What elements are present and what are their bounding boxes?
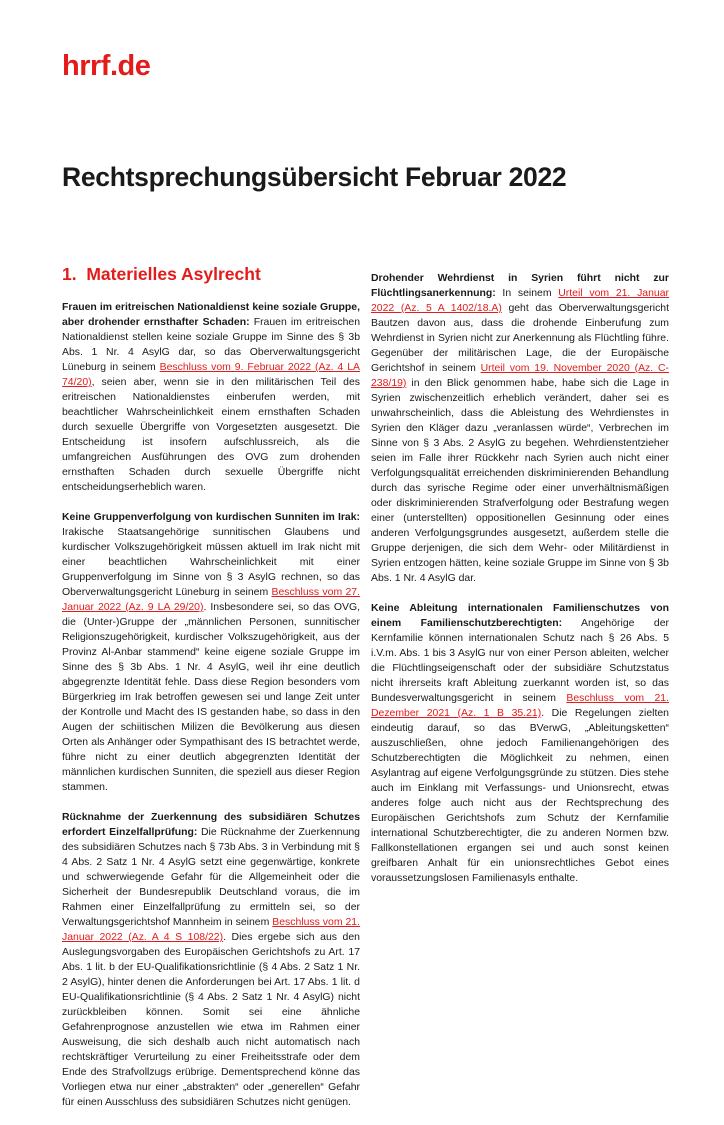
paragraph-text: , seien aber, wenn sie in den militärischen Teil des eritreischen Nationaldienstes einberufen werden, mit beachtlicher Wahrscheinlichkeit einem ernsthaften Schaden durch sexuelle Übergriffe von Vorgesetzten ausgesetzt. Die Entscheidung ist insofern aufschlussreich, als die umfangreichen Ausführungen des OVG zum drohenden ernsthaften Schaden durch sexuelle Übergriffe nicht entscheidungserheblich waren. — [62, 377, 360, 493]
page-title: Rechtsprechungsübersicht Februar 2022 — [62, 162, 567, 192]
paragraph-heading: Drohender Wehrdienst in Syrien führt nicht zur Flüchtlingsanerkennung: — [371, 273, 669, 299]
paragraph-heading: Rücknahme der Zuerkennung des subsidiären Schutzes erfordert Einzelfallprüfung: — [62, 812, 360, 838]
decision-link[interactable]: Beschluss vom 27. Januar 2022 (Az. 9 LA 29/20) — [62, 587, 360, 613]
left-column — [62, 262, 360, 1125]
paragraph-text: In seinem — [495, 288, 559, 299]
paragraph-heading: Keine Gruppenverfolgung von kurdischen Sunniten im Irak: — [62, 512, 360, 523]
paragraph-text: . Insbesondere sei, so das OVG, die (Unter-)Gruppe der „männlichen Personen, sunnitischer Religionszugehörigkeit, kurdischer Volkszugehörigkeit, aus der Provinz Al-Anbar stammend“ keine eigene soziale Gruppe im Sinne des § 3b Abs. 1 Nr. 4 AsylG, weil ihr eine deutlich abgegrenzte Identität fehle. Dass diese Region besonders vom Bürgerkrieg im Irak betroffen gewesen sei und lange Zeit unter der Kontrolle und Macht des IS gestanden habe, so dass in den Augen der schiitischen Milizen die Bevölkerung aus diesen Orten als Anhänger oder Sympathisant des IS betrachtet werde, führe nicht zu einer deutlich abgegrenzten Identität der männlichen kurdischen Sunniten, die speziell aus dieser Region stammen. — [62, 602, 360, 793]
paragraph-text: in den Blick genommen habe, habe sich die Lage in Syrien zwischenzeitlich erheblich verändert, daher sei es unwahrscheinlich, dass die Ableistung des Wehrdienstes in Syrien den Kläger dazu „veranlassen würde“, Verbrechen im Sinne von § 3 Abs. 2 AsylG zu begehen. Wehrdienstentzieher seien im Falle ihrer Rückkehr nach Syrien auch nicht einer Verfolgungsqualität erreichenden diskriminierenden Behandlung durch das syrische Regime oder einer unverhältnismäßigen oder diskriminierenden Strafverfolgung oder Bestrafung wegen einer (unterstellten) oppositionellen Gesinnung oder eines anderen Verfolgungsgrundes ausgesetzt, außerdem stelle die Gruppe derjenigen, die sich dem Wehr- oder Militärdienst in Syrien entzogen hätten, keine soziale Gruppe im Sinne von § 3b Abs. 1 Nr. 4 AsylG dar. — [371, 378, 669, 584]
paragraph-eritrea — [62, 300, 360, 495]
paragraph-text: geht das Oberverwaltungsgericht Bautzen davon aus, dass die drohende Einberufung zum Wehrdienst in Syrien nicht zur Anerkennung als Flüchtling führe. Gegenüber der militärischen Lage, die der Europäische Gerichtshof in seinem — [371, 303, 669, 374]
paragraph-text: Irakische Staatsangehörige sunnitischen Glaubens und kurdischer Volkszugehörigkeit müssen aktuell im Irak nicht mit einer beachtlichen Wahrscheinlichkeit mit einer Gruppenverfolgung im Sinne von § 3 AsylG rechnen, so das Oberverwaltungsgericht Lüneburg in seinem — [62, 527, 360, 598]
paragraph-text: Angehörige der Kernfamilie können internationalen Schutz nach § 26 Abs. 5 i.V.m. Abs. 1 bis 3 AsylG nur von einer Person ableiten, welcher die Flüchtlingseigenschaft oder der subsidiäre Schutzstatus nicht ihrerseits kraft Ableitung zuerkannt worden ist, so das Bundesverwaltungsgericht in seinem — [371, 618, 670, 704]
site-logo[interactable]: hrrf.de — [62, 50, 151, 82]
decision-link[interactable]: Urteil vom 21. Januar 2022 (Az. 5 A 1402/18.A) — [371, 288, 669, 314]
right-column — [371, 271, 669, 901]
paragraph-text: Frauen im eritreischen Nationaldienst stellen keine soziale Gruppe im Sinne des § 3b Abs. 1 Nr. 4 AsylG dar, so das Oberverwaltungsgericht Lüneburg in seinem — [62, 317, 360, 373]
decision-link[interactable]: Beschluss vom 21. Januar 2022 (Az. A 4 S 108/22) — [62, 917, 360, 943]
paragraph-text: . Die Regelungen zielten eindeutig darauf, so das BVerwG, „Ableitungsketten“ auszuschließen, ohne jedoch Familienangehörigen des Schutzberechtigten die Möglichkeit zu nehmen, einen Asylantrag auf eigene Verfolgungsgründe zu stützen. Dies stehe auch im Einklang mit Verfassungs- und Unionsrecht, etwas anderes folge auch nicht aus der Rechtsprechung des Europäischen Gerichtshofs zum Schutz der Kernfamilie international Schutzberechtigter, die zu anderen Normen bzw. Fallkonstellationen ergangen sei und auch sonst keinen greifbaren Anhalt für ein unionsrechtliches Gebot eines voraussetzungslosen Familienasyls enthalte. — [371, 708, 669, 884]
paragraph-subsidiary-protection — [62, 810, 360, 1110]
decision-link[interactable]: Urteil vom 19. November 2020 (Az. C-238/19) — [371, 363, 670, 389]
section-heading — [62, 262, 360, 286]
paragraph-text: Die Rücknahme der Zuerkennung des subsidiären Schutzes nach § 73b Abs. 3 in Verbindung mit § 4 Abs. 2 Satz 1 Nr. 4 AsylG setzt eine gegenwärtige, konkrete und schwerwiegende Gefahr für die Allgemeinheit oder die Sicherheit der Bundesrepublik Deutschland voraus, die im Rahmen einer Einzelfallprüfung zu ermitteln sei, so der Verwaltungsgerichtshof Mannheim in seinem — [62, 827, 360, 928]
paragraph-family-protection — [371, 601, 669, 886]
section-number: 1. — [62, 264, 77, 284]
decision-link[interactable]: Beschluss vom 21. Dezember 2021 (Az. 1 B 35.21) — [371, 693, 669, 719]
decision-link[interactable]: Beschluss vom 9. Februar 2022 (Az. 4 LA 74/20) — [62, 362, 360, 388]
paragraph-text: . Dies ergebe sich aus den Auslegungsvorgaben des Europäischen Gerichtshofs zu Art. 17 Abs. 1 lit. b der EU-Qualifikationsrichtlinie (§ 4 Abs. 2 Satz 1 Nr. 2 AsylG), hinter denen die Anforderungen bei Art. 17 Abs. 1 lit. d EU-Qualifikationsrichtlinie (§ 4 Abs. 2 Satz 1 Nr. 4 AsylG) nicht zurückbleiben können. Somit sei eine ähnliche Gefahrenprognose anzustellen wie etwa im Rahmen einer Ausweisung, die sich deshalb auch nicht automatisch nach rechtskräftiger Verurteilung zu einer Freiheitsstrafe oder dem Ende des Strafvollzugs erübrige. Dementsprechend könne das Vorliegen etwa nur einer „abstrakten“ oder „generellen“ Gefahr für einen Ausschluss des subsidiären Schutzes nicht genügen. — [62, 932, 360, 1108]
paragraph-syria — [371, 271, 669, 586]
paragraph-heading: Keine Ableitung internationalen Familienschutzes von einem Familienschutzberechtigten: — [371, 603, 669, 629]
paragraph-iraq — [62, 510, 360, 795]
section-title: Materielles Asylrecht — [86, 264, 261, 284]
paragraph-heading: Frauen im eritreischen Nationaldienst keine soziale Gruppe, aber drohender ernsthafter Schaden: — [62, 302, 360, 328]
